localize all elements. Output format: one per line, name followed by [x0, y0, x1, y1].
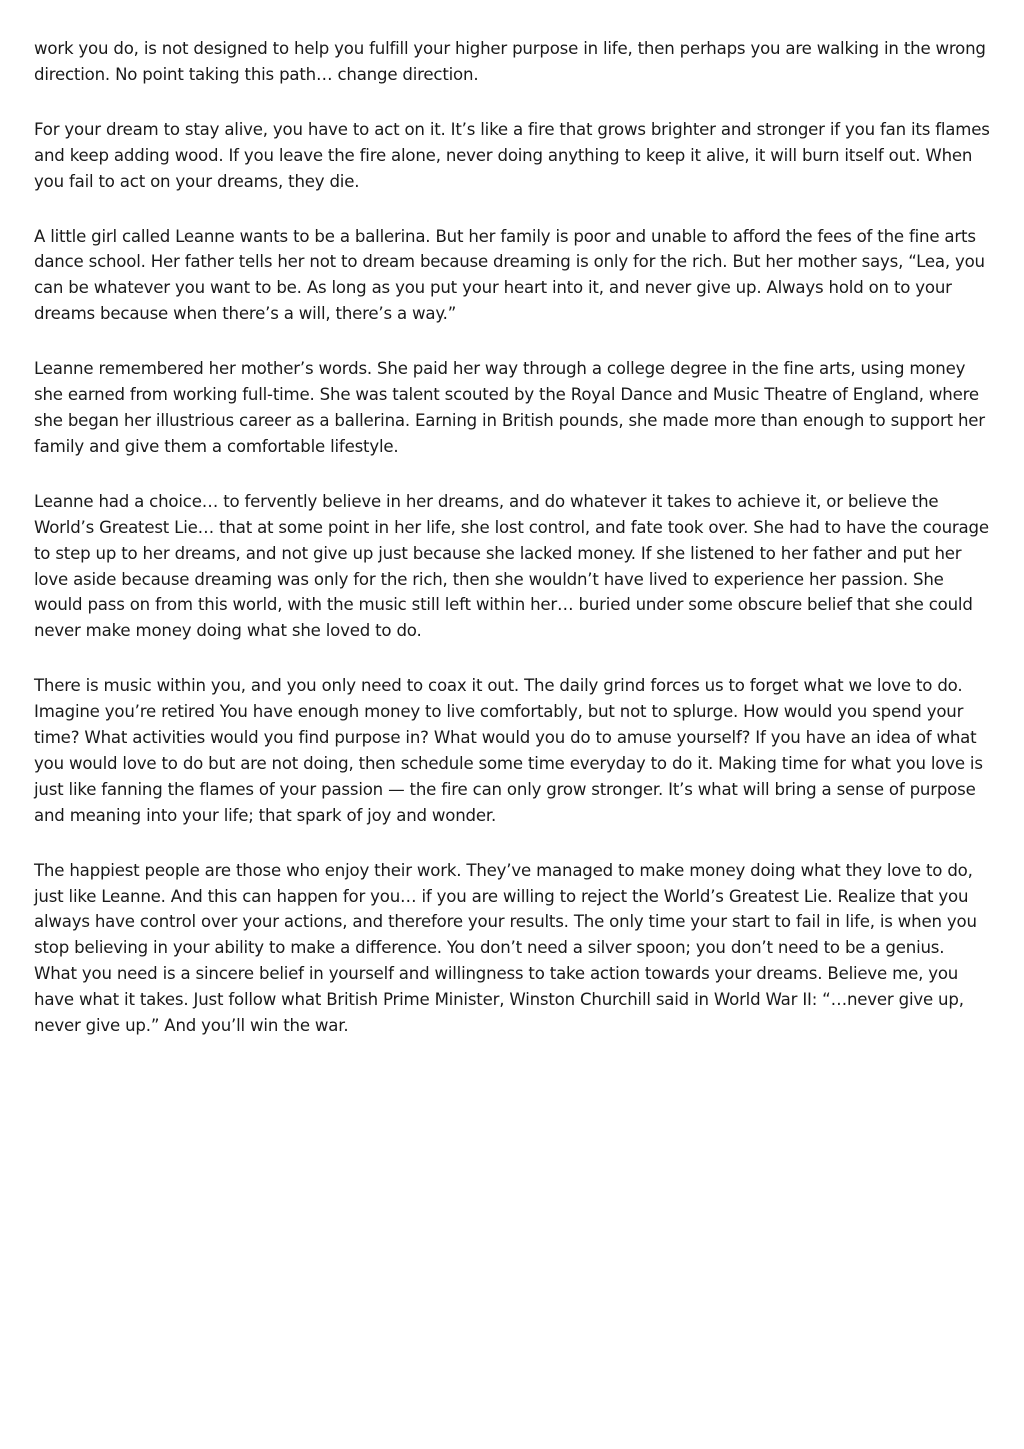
- paragraph-2: For your dream to stay alive, you have to act on it. It’s like a fire that grows brighter and stronger if you fan its flames and keep adding wood. If you leave the fire alone, never doing anything to keep it alive, it will burn itself out. When you fail to act on your dreams, they die.: [34, 119, 990, 191]
- paragraph-4: Leanne remembered her mother’s words. She paid her way through a college degree in the fine arts, using money she earned from working full-time. She was talent scouted by the Royal Dance and Music Theatre of England, where she began her illustrious career as a ballerina. Earning in British pounds, she made more than enough to support her family and give them a comfortable lifestyle.: [34, 359, 985, 456]
- paragraph-1: work you do, is not designed to help you fulfill your higher purpose in life, then perhaps you are walking in the wrong direction. No point taking this path… change direction.: [34, 39, 986, 84]
- paragraph-7: The happiest people are those who enjoy their work. They’ve managed to make money doing what they love to do, just like Leanne. And this can happen for you… if you are willing to reject the World’s Greatest Lie. Realize that you always have control over your actions, and therefore your results. The only time your start to fail in life, is when you stop believing in your ability to make a difference. You don’t need a silver spoon; you don’t need to be a genius. What you need is a sincere belief in yourself and willingness to take action towards your dreams. Believe me, you have what it takes. Just follow what British Prime Minister, Winston Churchill said in World War II: “…never give up, never give up.” And you’ll win the war.: [34, 860, 977, 1036]
- paragraph-3: A little girl called Leanne wants to be a ballerina. But her family is poor and unable to afford the fees of the fine arts dance school. Her father tells her not to dream because dreaming is only for the rich. But her mother says, “Lea, you can be whatever you want to be. As long as you put your heart into it, and never give up. Always hold on to your dreams because when there’s a will, there’s a way.”: [34, 226, 985, 324]
- paragraph-6: There is music within you, and you only need to coax it out. The daily grind forces us to forget what we love to do. Imagine you’re retired You have enough money to live comfortably, but not to splurge. How would you spend your time? What activities would you find purpose in? What would you do to amuse yourself? If you have an idea of what you would love to do but are not doing, then schedule some time everyday to do it. Making time for what you love is just like fanning the flames of your passion — the fire can only grow stronger. It’s what will bring a sense of purpose and meaning into your life; that spark of joy and wonder.: [34, 676, 983, 825]
- document-page: [34, 36, 992, 1068]
- paragraph-5: Leanne had a choice… to fervently believe in her dreams, and do whatever it takes to achieve it, or believe the World’s Greatest Lie… that at some point in her life, she lost control, and fate took over. She had to have the courage to step up to her dreams, and not give up just because she lacked money. If she listened to her father and put her love aside because dreaming was only for the rich, then she wouldn’t have lived to experience her passion. She would pass on from this world, with the music still left within her… buried under some obscure belief that she could never make money doing what she loved to do.: [34, 491, 989, 641]
